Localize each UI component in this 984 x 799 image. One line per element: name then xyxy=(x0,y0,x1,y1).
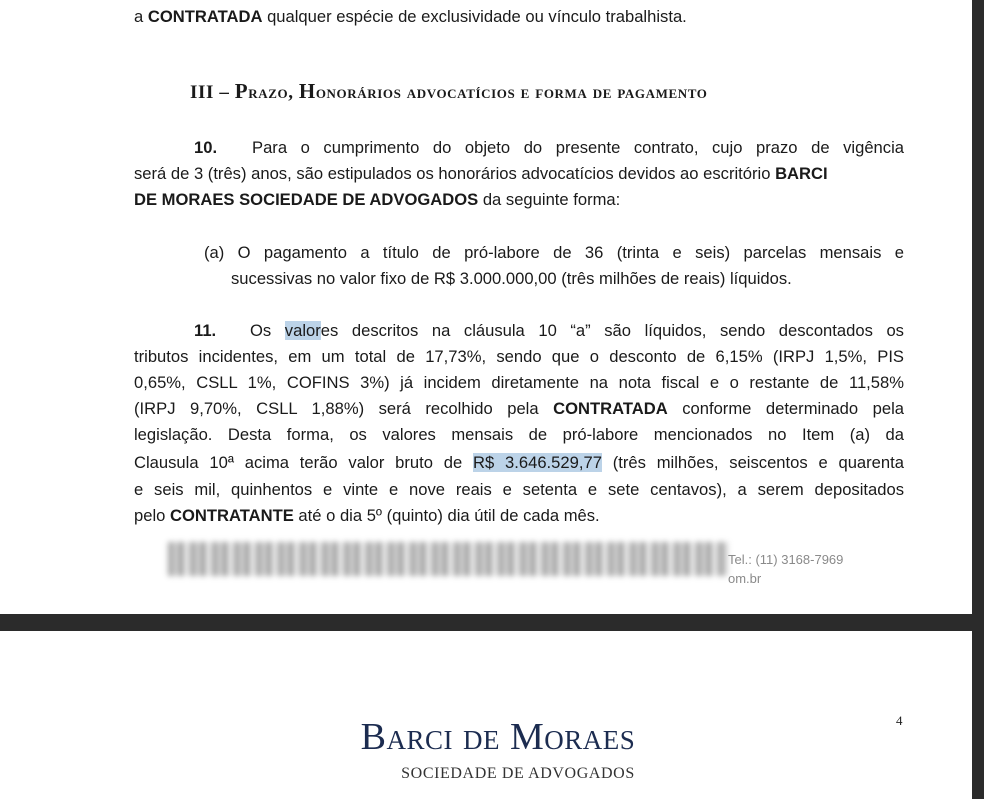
text: qualquer espécie de exclusividade ou vínculo trabalhista. xyxy=(262,7,687,26)
document-page-4 xyxy=(0,631,972,799)
letterhead-subtitle: SOCIEDADE DE ADVOGADOS xyxy=(401,765,635,782)
text: a xyxy=(134,7,148,26)
clause-10-number xyxy=(194,135,217,162)
text: (três milhões, seiscentos e quarenta xyxy=(601,453,904,472)
clause-10-line2 xyxy=(134,161,828,188)
item-a-line2: sucessivas no valor fixo de R$ 3.000.000,00 (três milhões de reais) líquidos. xyxy=(231,269,792,288)
heading-initial: P xyxy=(234,79,249,103)
footer-website: om.br xyxy=(728,571,762,586)
heading-numeral: III – xyxy=(190,82,235,103)
bold-term: DE MORAES SOCIEDADE DE ADVOGADOS xyxy=(134,190,479,209)
bold-term: CONTRATANTE xyxy=(169,506,294,525)
text: conforme determinado pela xyxy=(667,399,904,418)
clause-11-number xyxy=(194,318,216,345)
clause-11-line7: e seis mil, quinhentos e vinte e nove reais e setenta e sete centavos), a serem depositados xyxy=(134,480,904,499)
highlighted-text[interactable]: valor xyxy=(284,321,321,340)
text: da seguinte forma: xyxy=(478,190,621,209)
clause-11-line3: 0,65%, CSLL 1%, COFINS 3%) já incidem diretamente na nota fiscal e o restante de 11,58% xyxy=(134,373,904,392)
heading-initial: H xyxy=(298,79,316,103)
clause-11-line4 xyxy=(134,396,904,423)
heading-text: razo, xyxy=(248,82,299,103)
page-number: 4 xyxy=(896,713,903,728)
clause-11-line8 xyxy=(134,503,600,530)
clause-11-line2: tributos incidentes, em um total de 17,73%, sendo que o desconto de 6,15% (IRPJ 1,5%, PIS xyxy=(134,347,904,366)
redacted-footer-address xyxy=(168,542,728,576)
clause-10-line3 xyxy=(134,187,620,214)
text: (IRPJ 9,70%, CSLL 1,88%) será recolhido pela xyxy=(134,399,554,418)
text: será de 3 (três) anos, são estipulados os honorários advocatícios devidos ao escritório xyxy=(134,164,776,183)
clause-11-line6 xyxy=(134,450,904,477)
letterhead-logo: Barci de Moraes xyxy=(360,716,636,758)
text: pelo xyxy=(134,506,170,525)
item-a-line1: (a) O pagamento a título de pró-labore de 36 (trinta e seis) parcelas mensais e xyxy=(204,243,904,262)
bold-term: CONTRATADA xyxy=(147,7,263,26)
heading-text: onorários advocatícios e forma de pagamento xyxy=(315,82,708,103)
clause-number: 10. xyxy=(194,138,218,157)
clause-11-line1 xyxy=(250,318,904,345)
section-heading xyxy=(190,78,708,107)
bold-term: BARCI xyxy=(775,164,828,183)
text: es descritos na cláusula 10 “a” são líquidos, sendo descontados os xyxy=(320,321,904,340)
clause-number: 11. xyxy=(194,321,217,340)
text: até o dia 5º (quinto) dia útil de cada mês. xyxy=(293,506,600,525)
highlighted-amount[interactable]: R$ 3.646.529,77 xyxy=(473,453,602,472)
clause-10-line1: Para o cumprimento do objeto do presente contrato, cujo prazo de vigência xyxy=(252,138,904,157)
clause-11-line5: legislação. Desta forma, os valores mensais de pró-labore mencionados no Item (a) da xyxy=(134,425,904,444)
text: Os xyxy=(250,321,285,340)
bold-term: CONTRATADA xyxy=(553,399,668,418)
footer-phone: Tel.: (11) 3168-7969 xyxy=(728,552,844,567)
top-line xyxy=(134,4,687,31)
text: Clausula 10ª acima terão valor bruto de xyxy=(134,453,474,472)
